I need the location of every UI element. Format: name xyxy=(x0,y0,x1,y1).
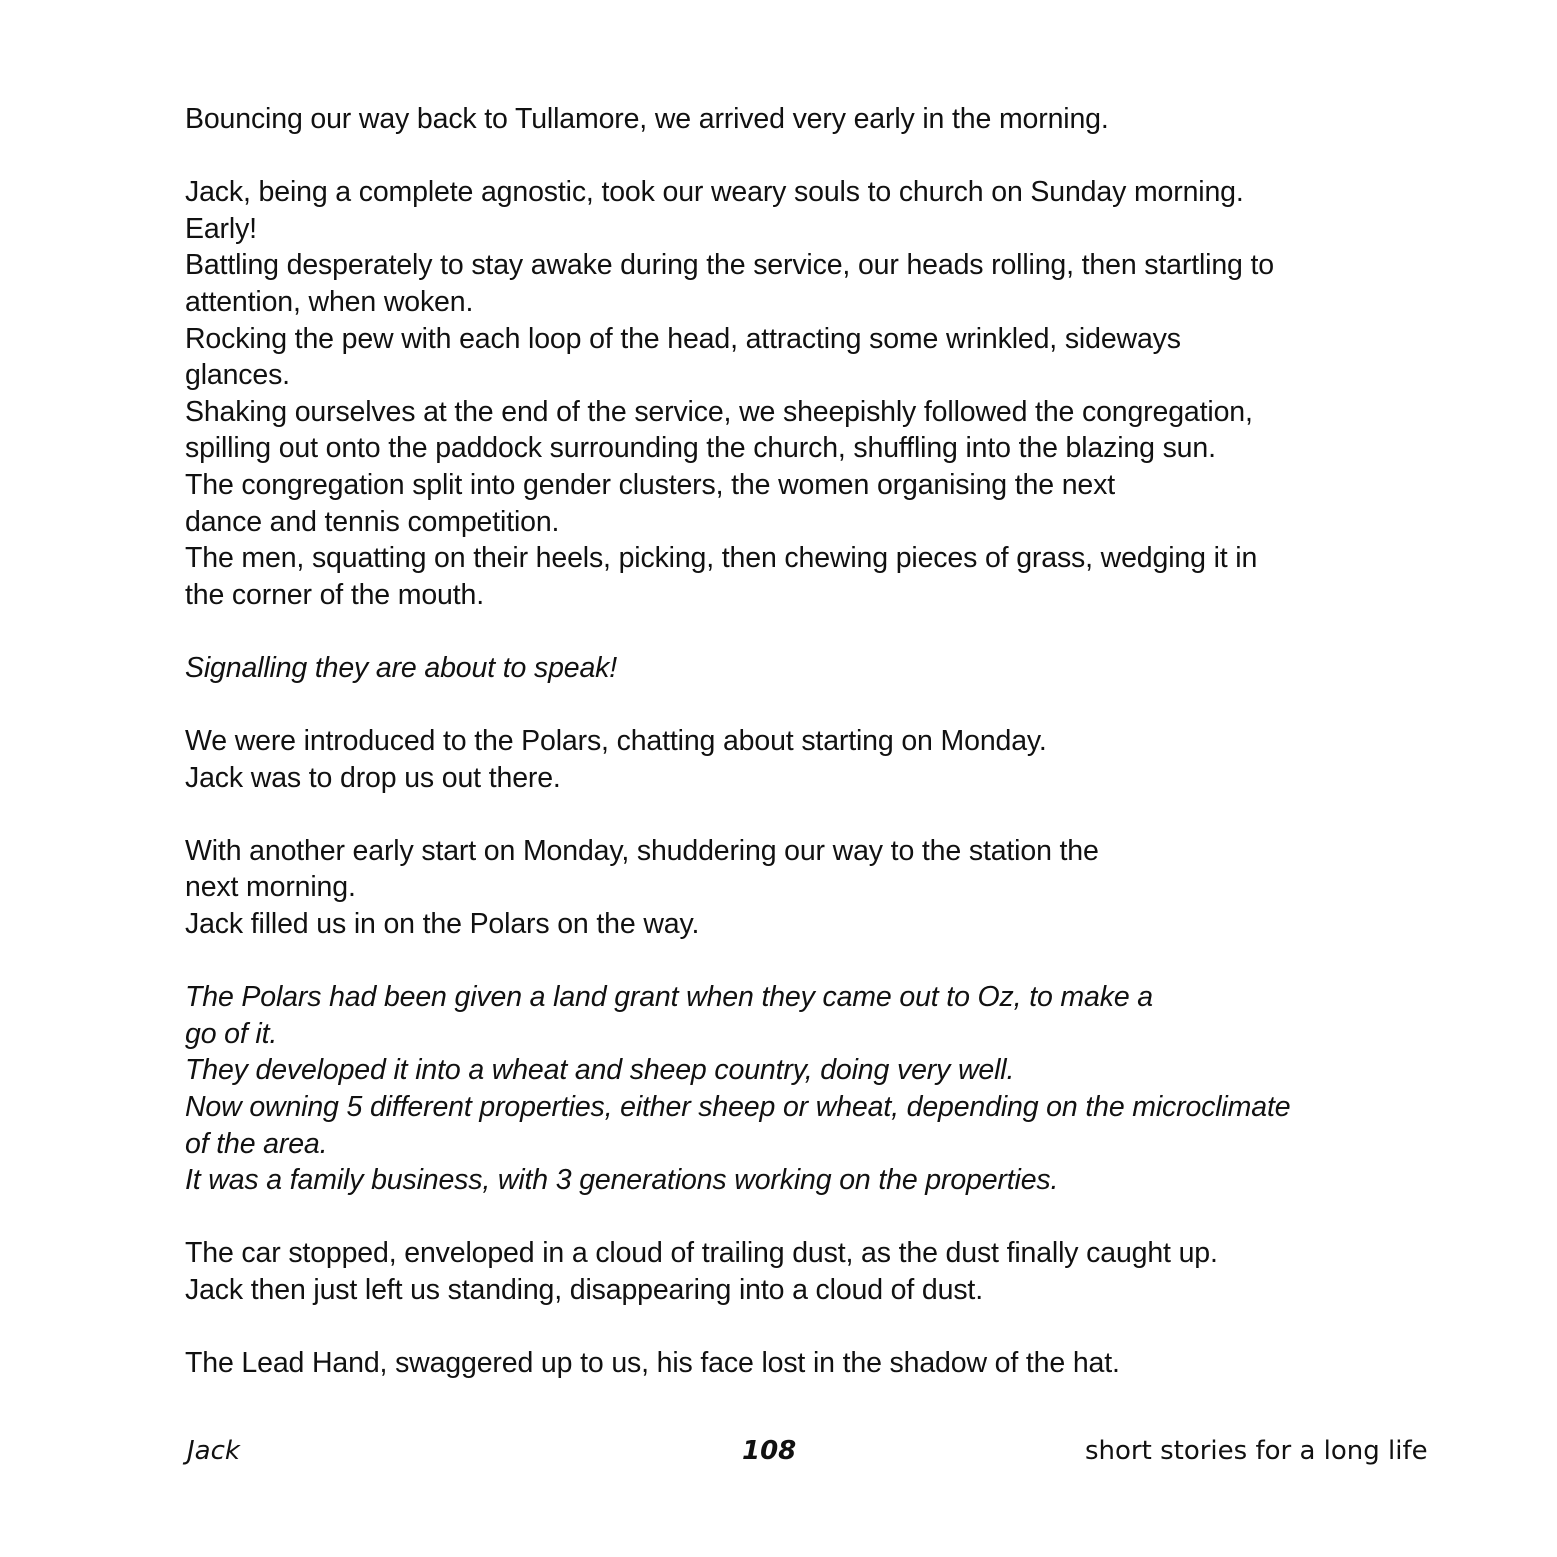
text-line: go of it. xyxy=(185,1017,278,1050)
text-line: The congregation split into gender clusters, the women organising the next xyxy=(185,468,1115,501)
text-line: attention, when woken. xyxy=(185,285,474,318)
text-line: Bouncing our way back to Tullamore, we arrived very early in the morning. xyxy=(185,103,1109,135)
paragraph xyxy=(185,174,1405,613)
text-line: Early! xyxy=(185,212,257,245)
paragraph xyxy=(185,650,1405,687)
text-line: Jack then just left us standing, disappearing into a cloud of dust. xyxy=(185,1274,983,1306)
text-line: It was a family business, with 3 generations working on the properties. xyxy=(185,1164,1059,1197)
text-line: Now owning 5 different properties, either sheep or wheat, depending on the microclimate xyxy=(185,1091,1291,1124)
paragraph xyxy=(185,1345,1405,1382)
paragraph xyxy=(185,101,1405,138)
text-line: The car stopped, enveloped in a cloud of trailing dust, as the dust finally caught up. xyxy=(185,1237,1218,1270)
paragraph-gap xyxy=(185,943,1405,980)
text-line: Jack was to drop us out there. xyxy=(185,761,561,794)
page-number: 108 xyxy=(742,1436,797,1466)
page-footer xyxy=(0,1434,1557,1470)
text-line: The men, squatting on their heels, picking, then chewing pieces of grass, wedging it in xyxy=(185,542,1258,575)
paragraph-gap xyxy=(185,796,1405,833)
text-line: next morning. xyxy=(185,871,356,904)
text-line: Signalling they are about to speak! xyxy=(185,651,618,684)
footer-book-title: short stories for a long life xyxy=(1085,1436,1428,1466)
paragraph xyxy=(185,979,1405,1199)
paragraph-gap xyxy=(185,138,1405,175)
text-line: of the area. xyxy=(185,1127,328,1160)
text-line: With another early start on Monday, shuddering our way to the station the xyxy=(185,834,1099,867)
paragraph xyxy=(185,833,1405,943)
paragraph-gap xyxy=(185,613,1405,650)
text-line: Shaking ourselves at the end of the service, we sheepishly followed the congregation, xyxy=(185,395,1253,428)
footer-chapter-title: Jack xyxy=(187,1436,240,1466)
text-line: Jack filled us in on the Polars on the way. xyxy=(185,908,700,941)
text-line: Jack, being a complete agnostic, took our weary souls to church on Sunday morning. xyxy=(185,176,1244,209)
paragraph-gap xyxy=(185,1199,1405,1236)
text-line: the corner of the mouth. xyxy=(185,578,484,611)
paragraph-gap xyxy=(185,687,1405,724)
text-line: The Polars had been given a land grant when they came out to Oz, to make a xyxy=(185,981,1153,1014)
text-line: They developed it into a wheat and sheep country, doing very well. xyxy=(185,1054,1015,1087)
paragraph xyxy=(185,723,1405,796)
paragraph xyxy=(185,1235,1405,1308)
text-line: Rocking the pew with each loop of the head, attracting some wrinkled, sideways xyxy=(185,322,1181,355)
text-line: The Lead Hand, swaggered up to us, his face lost in the shadow of the hat. xyxy=(185,1347,1120,1380)
text-line: Battling desperately to stay awake during the service, our heads rolling, then startling to xyxy=(185,249,1274,282)
text-line: spilling out onto the paddock surrounding the church, shuffling into the blazing sun. xyxy=(185,432,1216,465)
paragraph-gap xyxy=(185,1309,1405,1346)
story-body xyxy=(185,101,1405,1382)
text-line: dance and tennis competition. xyxy=(185,505,560,538)
text-line: We were introduced to the Polars, chatting about starting on Monday. xyxy=(185,725,1047,758)
text-line: glances. xyxy=(185,359,290,392)
